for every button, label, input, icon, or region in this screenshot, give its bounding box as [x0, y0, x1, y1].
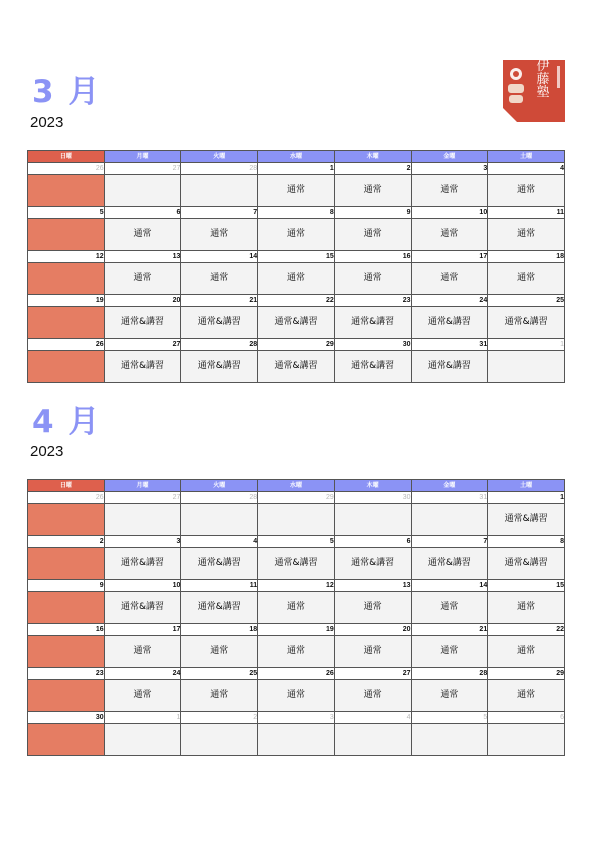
date-number: 22: [488, 624, 565, 636]
day-cell[interactable]: [411, 307, 488, 339]
day-cell[interactable]: [334, 351, 411, 383]
event-label: 通常: [363, 229, 382, 239]
day-cell[interactable]: [488, 175, 565, 207]
day-cell[interactable]: [104, 263, 181, 295]
date-number: 20: [104, 295, 181, 307]
day-cell[interactable]: [28, 307, 105, 339]
event-label: 通常: [286, 646, 305, 656]
day-cell[interactable]: [181, 351, 258, 383]
day-cell[interactable]: [181, 263, 258, 295]
date-number: 22: [258, 295, 335, 307]
event-label: 通常&講習: [351, 317, 395, 327]
day-cell[interactable]: [181, 724, 258, 756]
event-label: 通常&講習: [121, 558, 165, 568]
date-number: 1: [258, 163, 335, 175]
event-row: [28, 592, 565, 624]
date-number: 3: [411, 163, 488, 175]
event-label: 通常&講習: [504, 514, 548, 524]
date-number: 6: [104, 207, 181, 219]
weekday-header-row: [28, 480, 565, 492]
event-label: 通常: [210, 690, 229, 700]
date-number: 28: [181, 163, 258, 175]
date-row: [28, 624, 565, 636]
day-cell[interactable]: [411, 636, 488, 668]
weekday-header: 月曜: [104, 480, 181, 492]
event-label: 通常: [363, 185, 382, 195]
date-number: 3: [104, 536, 181, 548]
date-number: 15: [488, 580, 565, 592]
date-row: [28, 668, 565, 680]
event-label: 通常: [440, 273, 459, 283]
date-number: 10: [411, 207, 488, 219]
event-label: 通常&講習: [427, 361, 471, 371]
day-cell[interactable]: [334, 263, 411, 295]
event-label: 通常: [133, 229, 152, 239]
svg-text:伊藤塾: 伊藤塾: [533, 60, 549, 98]
day-cell[interactable]: [488, 504, 565, 536]
event-label: 通常: [517, 273, 536, 283]
day-cell[interactable]: [488, 636, 565, 668]
weekday-header: 日曜: [28, 151, 105, 163]
date-number: 29: [258, 339, 335, 351]
event-row: [28, 636, 565, 668]
date-number: 21: [181, 295, 258, 307]
day-cell[interactable]: [258, 504, 335, 536]
event-label: 通常: [440, 646, 459, 656]
event-label: 通常: [517, 602, 536, 612]
event-label: 通常&講習: [274, 558, 318, 568]
day-cell[interactable]: [334, 636, 411, 668]
day-cell[interactable]: [104, 219, 181, 251]
weekday-header: 水曜: [258, 480, 335, 492]
weekday-header: 月曜: [104, 151, 181, 163]
date-number: 9: [334, 207, 411, 219]
date-number: 25: [488, 295, 565, 307]
day-cell[interactable]: [28, 263, 105, 295]
day-cell[interactable]: [104, 592, 181, 624]
day-cell[interactable]: [181, 592, 258, 624]
day-cell[interactable]: [181, 175, 258, 207]
event-label: 通常: [286, 602, 305, 612]
weekday-header: 土曜: [488, 480, 565, 492]
year-label: 2023: [30, 443, 64, 460]
event-label: 通常: [363, 646, 382, 656]
event-label: 通常: [363, 690, 382, 700]
event-label: 通常&講習: [197, 317, 241, 327]
event-label: 通常&講習: [197, 602, 241, 612]
event-row: [28, 548, 565, 580]
date-number: 18: [181, 624, 258, 636]
date-number: 7: [411, 536, 488, 548]
date-number: 23: [334, 295, 411, 307]
weekday-header: 土曜: [488, 151, 565, 163]
day-cell[interactable]: [488, 680, 565, 712]
event-label: 通常&講習: [197, 361, 241, 371]
event-label: 通常: [517, 690, 536, 700]
date-number: 15: [258, 251, 335, 263]
event-label: 通常: [133, 273, 152, 283]
event-label: 通常&講習: [427, 558, 471, 568]
day-cell[interactable]: [258, 263, 335, 295]
weekday-header: 水曜: [258, 151, 335, 163]
day-cell[interactable]: [258, 636, 335, 668]
event-label: 通常: [210, 273, 229, 283]
date-number: 3: [258, 712, 335, 724]
day-cell[interactable]: [104, 351, 181, 383]
event-label: 通常: [440, 229, 459, 239]
date-number: 17: [104, 624, 181, 636]
day-cell[interactable]: [488, 351, 565, 383]
event-row: [28, 175, 565, 207]
event-label: 通常&講習: [504, 317, 548, 327]
day-cell[interactable]: [28, 680, 105, 712]
date-number: 24: [104, 668, 181, 680]
day-cell[interactable]: [104, 724, 181, 756]
event-label: 通常: [286, 690, 305, 700]
date-number: 2: [28, 536, 105, 548]
weekday-header: 日曜: [28, 480, 105, 492]
day-cell[interactable]: [488, 592, 565, 624]
event-label: 通常&講習: [351, 558, 395, 568]
day-cell[interactable]: [488, 307, 565, 339]
day-cell[interactable]: [411, 724, 488, 756]
date-row: [28, 163, 565, 175]
date-number: 16: [28, 624, 105, 636]
event-label: 通常&講習: [351, 361, 395, 371]
event-row: [28, 351, 565, 383]
calendar-grid: [27, 479, 565, 756]
month-title: 4 月: [32, 404, 102, 440]
weekday-header-row: [28, 151, 565, 163]
date-number: 29: [488, 668, 565, 680]
day-cell[interactable]: [334, 548, 411, 580]
day-cell[interactable]: [411, 219, 488, 251]
event-label: 通常&講習: [504, 558, 548, 568]
date-number: 20: [334, 624, 411, 636]
day-cell[interactable]: [258, 724, 335, 756]
day-cell[interactable]: [334, 724, 411, 756]
day-cell[interactable]: [411, 548, 488, 580]
date-number: 27: [104, 339, 181, 351]
day-cell[interactable]: [334, 680, 411, 712]
date-number: 6: [334, 536, 411, 548]
logo: [503, 60, 565, 122]
date-number: 24: [411, 295, 488, 307]
date-number: 31: [411, 492, 488, 504]
date-number: 27: [334, 668, 411, 680]
date-number: 21: [411, 624, 488, 636]
day-cell[interactable]: [334, 219, 411, 251]
day-cell[interactable]: [28, 219, 105, 251]
date-row: [28, 536, 565, 548]
date-number: 28: [181, 492, 258, 504]
day-cell[interactable]: [28, 351, 105, 383]
date-number: 31: [411, 339, 488, 351]
date-number: 29: [258, 492, 335, 504]
date-number: 4: [334, 712, 411, 724]
day-cell[interactable]: [411, 263, 488, 295]
date-number: 2: [181, 712, 258, 724]
day-cell[interactable]: [28, 592, 105, 624]
date-number: 8: [258, 207, 335, 219]
date-number: 26: [28, 339, 105, 351]
event-label: 通常&講習: [274, 361, 318, 371]
date-number: 16: [334, 251, 411, 263]
date-number: 19: [28, 295, 105, 307]
date-number: 26: [28, 492, 105, 504]
day-cell[interactable]: [411, 351, 488, 383]
date-number: 5: [258, 536, 335, 548]
event-label: 通常: [286, 229, 305, 239]
date-row: [28, 251, 565, 263]
day-cell[interactable]: [104, 175, 181, 207]
date-number: 2: [334, 163, 411, 175]
event-label: 通常: [210, 229, 229, 239]
year-label: 2023: [30, 114, 64, 131]
day-cell[interactable]: [411, 592, 488, 624]
day-cell[interactable]: [28, 175, 105, 207]
day-cell[interactable]: [258, 548, 335, 580]
date-row: [28, 295, 565, 307]
day-cell[interactable]: [488, 219, 565, 251]
event-row: [28, 263, 565, 295]
date-number: 1: [488, 339, 565, 351]
day-cell[interactable]: [104, 504, 181, 536]
event-row: [28, 219, 565, 251]
date-number: 30: [334, 339, 411, 351]
event-label: 通常&講習: [121, 361, 165, 371]
day-cell[interactable]: [104, 680, 181, 712]
date-number: 23: [28, 668, 105, 680]
day-cell[interactable]: [28, 548, 105, 580]
date-number: 13: [334, 580, 411, 592]
day-cell[interactable]: [181, 680, 258, 712]
day-cell[interactable]: [411, 504, 488, 536]
event-label: 通常: [133, 690, 152, 700]
day-cell[interactable]: [181, 307, 258, 339]
date-number: 27: [104, 492, 181, 504]
event-label: 通常: [133, 646, 152, 656]
day-cell[interactable]: [334, 504, 411, 536]
day-cell[interactable]: [28, 504, 105, 536]
date-number: 17: [411, 251, 488, 263]
weekday-header: 火曜: [181, 151, 258, 163]
weekday-header: 木曜: [334, 151, 411, 163]
date-row: [28, 712, 565, 724]
month-title: 3 月: [32, 74, 102, 110]
day-cell[interactable]: [181, 504, 258, 536]
event-row: [28, 504, 565, 536]
event-label: 通常&講習: [427, 317, 471, 327]
date-row: [28, 492, 565, 504]
date-row: [28, 580, 565, 592]
event-label: 通常: [363, 602, 382, 612]
date-number: 5: [411, 712, 488, 724]
day-cell[interactable]: [181, 636, 258, 668]
date-number: 14: [411, 580, 488, 592]
date-number: 13: [104, 251, 181, 263]
weekday-header: 木曜: [334, 480, 411, 492]
day-cell[interactable]: [411, 680, 488, 712]
date-number: 14: [181, 251, 258, 263]
date-number: 28: [411, 668, 488, 680]
date-number: 8: [488, 536, 565, 548]
event-row: [28, 724, 565, 756]
day-cell[interactable]: [28, 636, 105, 668]
event-row: [28, 680, 565, 712]
day-cell[interactable]: [258, 219, 335, 251]
date-number: 12: [258, 580, 335, 592]
event-label: 通常&講習: [121, 317, 165, 327]
day-cell[interactable]: [488, 724, 565, 756]
day-cell[interactable]: [104, 548, 181, 580]
event-label: 通常: [440, 690, 459, 700]
date-number: 9: [28, 580, 105, 592]
event-label: 通常: [210, 646, 229, 656]
date-number: 11: [488, 207, 565, 219]
date-row: [28, 207, 565, 219]
date-number: 26: [258, 668, 335, 680]
day-cell[interactable]: [334, 307, 411, 339]
date-row: [28, 339, 565, 351]
date-number: 4: [181, 536, 258, 548]
event-label: 通常: [440, 185, 459, 195]
date-number: 1: [488, 492, 565, 504]
event-label: 通常&講習: [274, 317, 318, 327]
day-cell[interactable]: [104, 636, 181, 668]
day-cell[interactable]: [258, 592, 335, 624]
day-cell[interactable]: [181, 548, 258, 580]
weekday-header: 金曜: [411, 151, 488, 163]
date-number: 18: [488, 251, 565, 263]
event-label: 通常&講習: [197, 558, 241, 568]
event-label: 通常: [286, 273, 305, 283]
weekday-header: 火曜: [181, 480, 258, 492]
event-label: 通常: [440, 602, 459, 612]
date-number: 5: [28, 207, 105, 219]
day-cell[interactable]: [334, 592, 411, 624]
date-number: 6: [488, 712, 565, 724]
weekday-header: 金曜: [411, 480, 488, 492]
date-number: 27: [104, 163, 181, 175]
day-cell[interactable]: [411, 175, 488, 207]
day-cell[interactable]: [104, 307, 181, 339]
day-cell[interactable]: [28, 724, 105, 756]
date-number: 1: [104, 712, 181, 724]
day-cell[interactable]: [181, 219, 258, 251]
date-number: 30: [334, 492, 411, 504]
date-number: 25: [181, 668, 258, 680]
date-number: 28: [181, 339, 258, 351]
date-number: 12: [28, 251, 105, 263]
date-number: 19: [258, 624, 335, 636]
event-label: 通常: [517, 185, 536, 195]
day-cell[interactable]: [258, 307, 335, 339]
event-row: [28, 307, 565, 339]
day-cell[interactable]: [334, 175, 411, 207]
date-number: 10: [104, 580, 181, 592]
day-cell[interactable]: [258, 175, 335, 207]
event-label: 通常&講習: [121, 602, 165, 612]
event-label: 通常: [517, 229, 536, 239]
date-number: 26: [28, 163, 105, 175]
date-number: 30: [28, 712, 105, 724]
date-number: 4: [488, 163, 565, 175]
event-label: 通常: [363, 273, 382, 283]
day-cell[interactable]: [488, 548, 565, 580]
event-label: 通常: [517, 646, 536, 656]
date-number: 11: [181, 580, 258, 592]
day-cell[interactable]: [258, 351, 335, 383]
day-cell[interactable]: [488, 263, 565, 295]
event-label: 通常: [286, 185, 305, 195]
calendar-grid: [27, 150, 565, 383]
day-cell[interactable]: [258, 680, 335, 712]
date-number: 7: [181, 207, 258, 219]
